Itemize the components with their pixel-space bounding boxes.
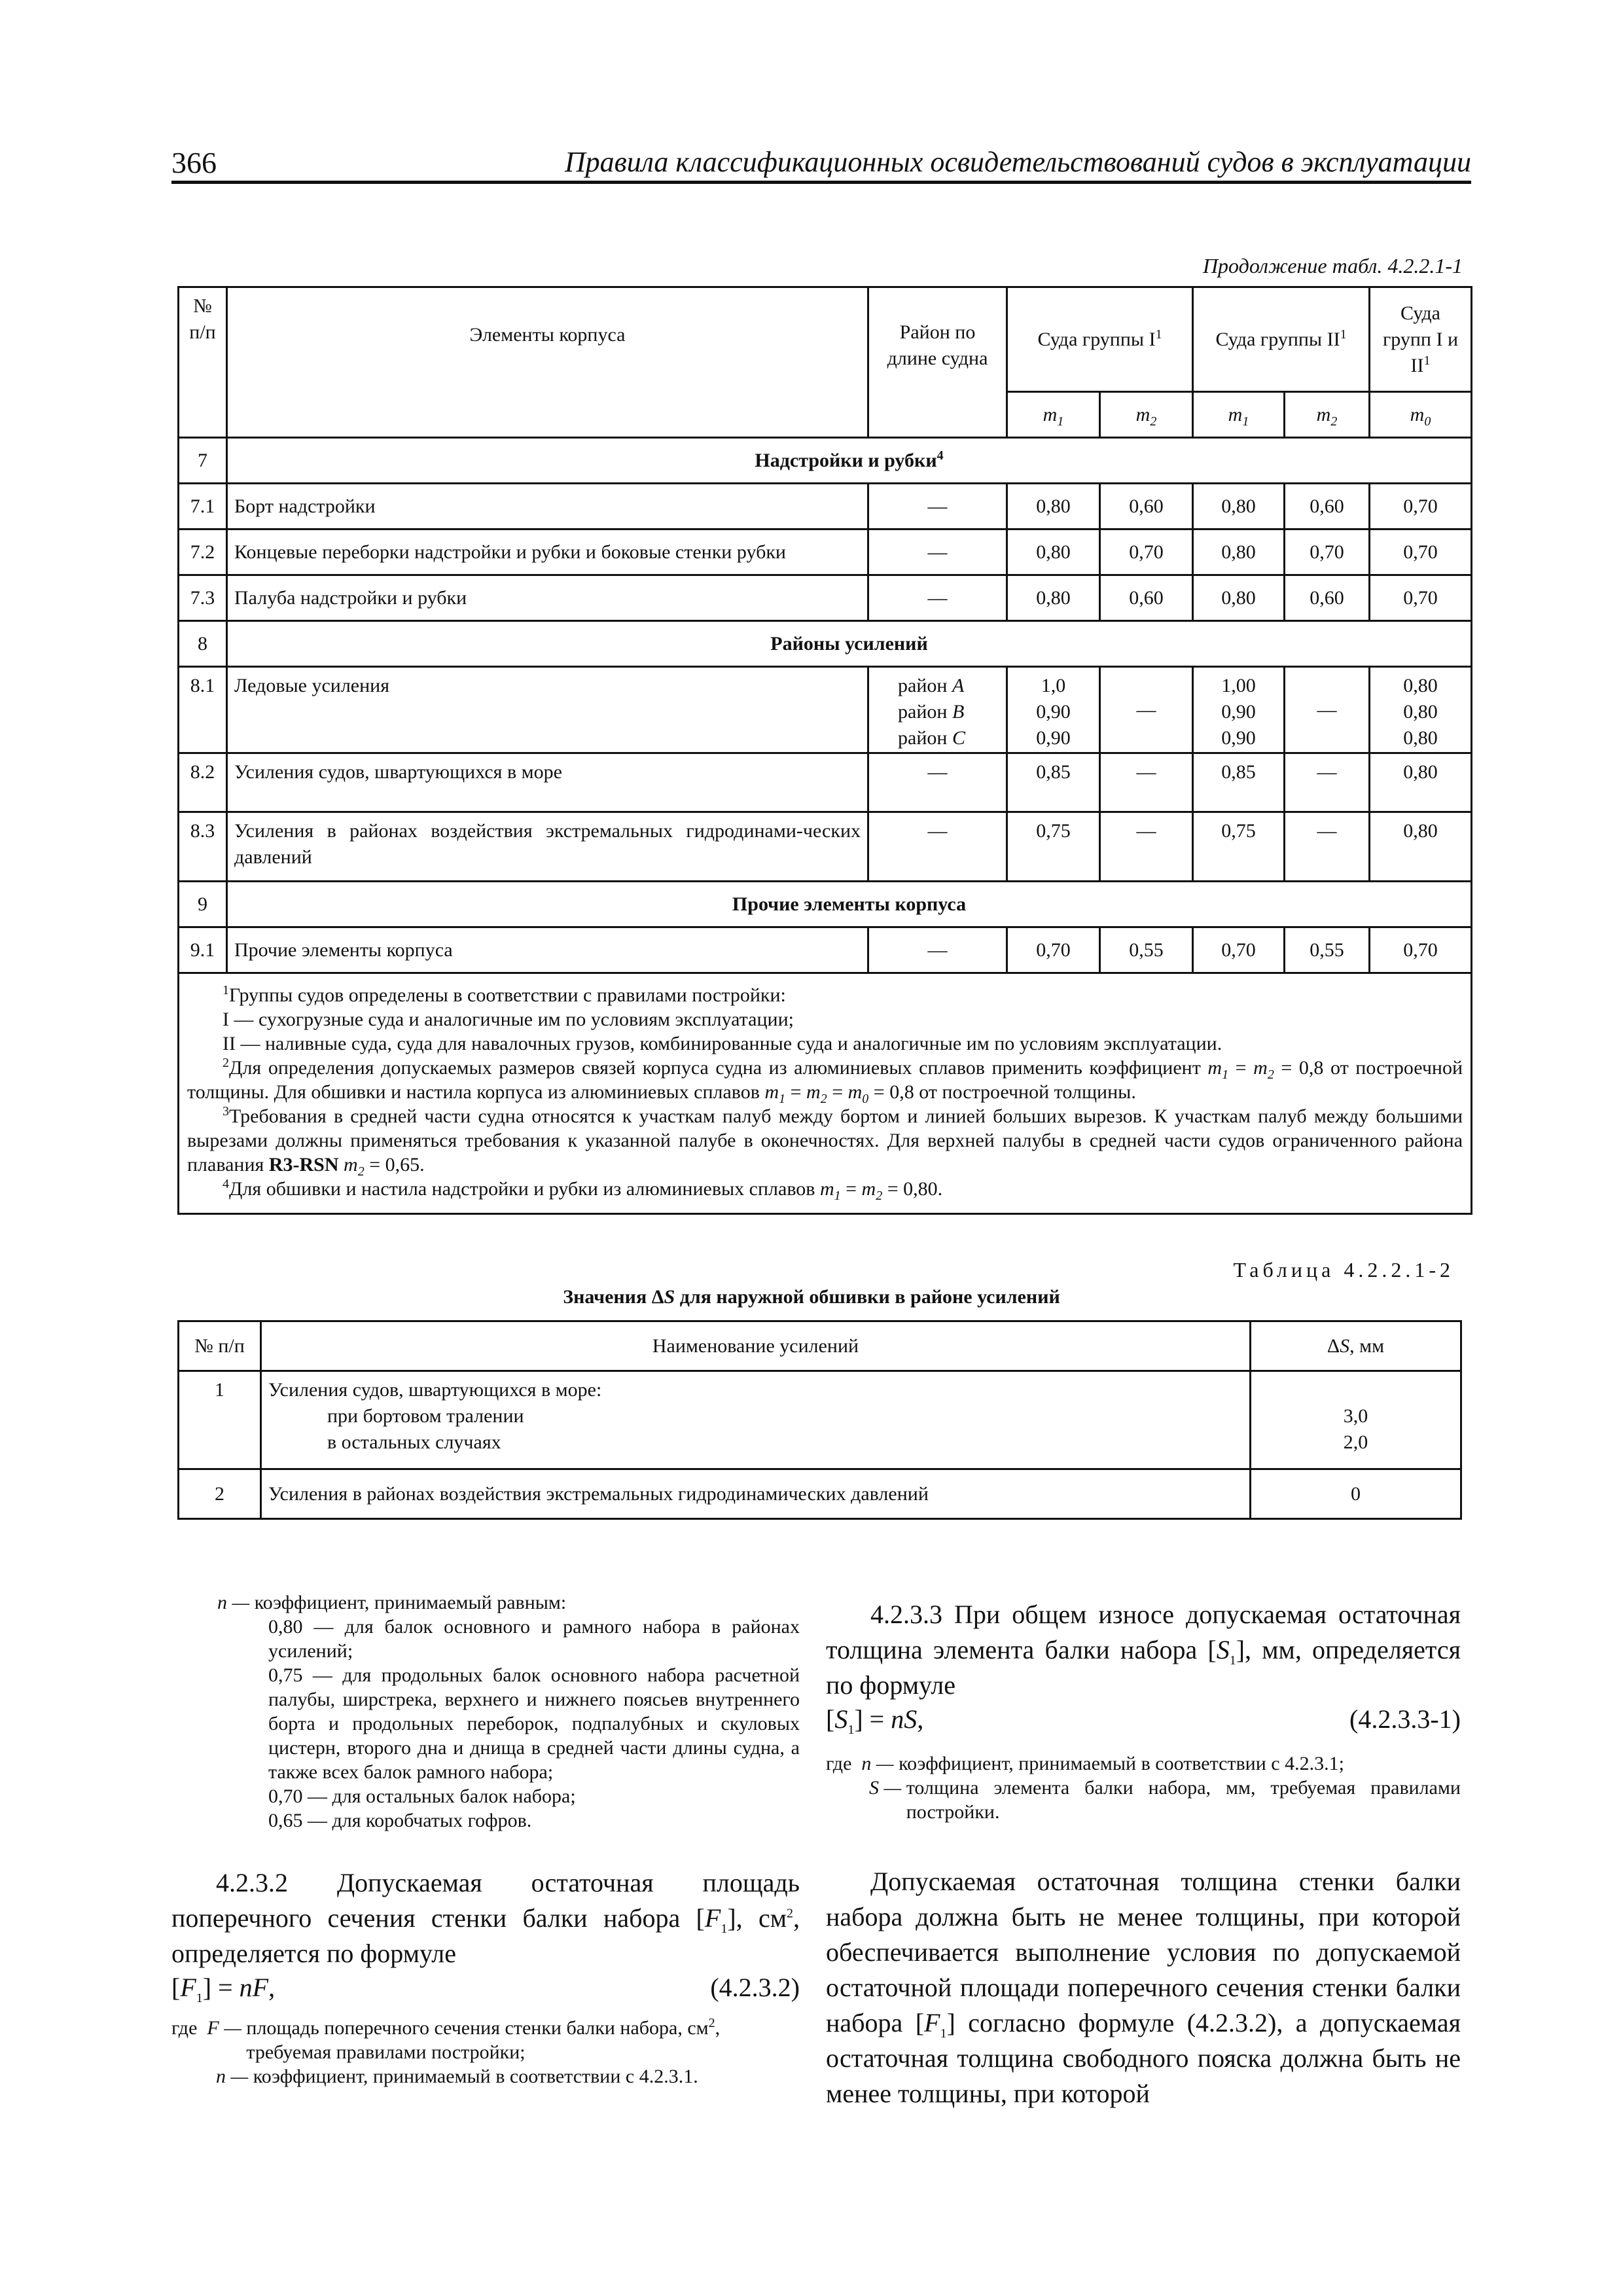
col-header-group2: Суда группы $II^1$ xyxy=(1193,287,1370,392)
row-region: — xyxy=(868,812,1007,882)
region-a: район A xyxy=(898,675,965,696)
row-no: 8.1 xyxy=(179,667,227,753)
paragraph-4-2-3-3: 4.2.3.3 При общем износе допускаемая остаточная толщина элемента балки набора $[S_1]$, мм, определяется по формуле xyxy=(826,1600,1461,1700)
cell-m1-g1: 0,70 xyxy=(1007,927,1100,973)
row-name: Прочие элементы корпуса xyxy=(227,927,868,973)
running-title: Правила классификационных освидетельствований судов в эксплуатации xyxy=(564,146,1471,178)
col-header-region: Район по длине судна xyxy=(868,287,1007,438)
col-header-elements: Элементы корпуса xyxy=(227,287,868,438)
cell-m1-g1: 0,80 xyxy=(1007,484,1100,529)
formula-legend-left xyxy=(171,2016,800,2089)
table-row xyxy=(179,927,1472,973)
col-header-m1-g2: $m_1$ xyxy=(1193,392,1285,438)
cell-m2-g1: 0,60 xyxy=(1100,575,1193,621)
row-name: Ледовые усиления xyxy=(227,667,868,753)
row-name: Концевые переборки надстройки и рубки и боковые стенки рубки xyxy=(227,529,868,575)
cell-m1-g2: 0,70 xyxy=(1193,927,1285,973)
table-row xyxy=(179,575,1472,621)
table-notes-row xyxy=(179,973,1472,1214)
row-no: 1 xyxy=(179,1371,261,1469)
cell-m1-g2: 0,85 xyxy=(1193,753,1285,812)
section-title: Районы усилений xyxy=(227,621,1472,667)
cell-m2-g2: — xyxy=(1285,667,1370,753)
row-region: — xyxy=(868,484,1007,529)
table-continuation-label: Продолжение табл. 4.2.2.1-1 xyxy=(1202,254,1463,278)
page-number: 366 xyxy=(171,146,217,179)
cell-m2-g1: — xyxy=(1100,753,1193,812)
cell-m2-g2: — xyxy=(1285,753,1370,812)
row-name: Борт надстройки xyxy=(227,484,868,529)
row-values: 3,0 2,0 xyxy=(1251,1371,1461,1469)
row-region: — xyxy=(868,753,1007,812)
cell-m0: 0,80 xyxy=(1370,812,1472,882)
cell-m2-g2: 0,60 xyxy=(1285,575,1370,621)
row-region: — xyxy=(868,575,1007,621)
row-no: 2 xyxy=(179,1469,261,1519)
cell-m0: 0,70 xyxy=(1370,484,1472,529)
cell-m1-g1: 0,80 xyxy=(1007,529,1100,575)
region-b: район B xyxy=(898,701,965,723)
note-1b: II — наливные суда, суда для навалочных грузов, комбинированные суда и аналогичные им по условиям эксплуатации. xyxy=(223,1033,1222,1054)
note-1a: I — сухогрузные суда и аналогичные им по условиям эксплуатации; xyxy=(223,1009,794,1030)
t2-col-ds: ΔS, мм xyxy=(1251,1321,1461,1371)
row-region-list xyxy=(868,667,1007,753)
t2-col-no: № п/п xyxy=(179,1321,261,1371)
row-name: Усиления судов, швартующихся в море: при бортовом тралении в остальных случаях xyxy=(261,1371,1251,1469)
col-header-m2-g2: $m_2$ xyxy=(1285,392,1370,438)
formula-number: (4.2.3.3-1) xyxy=(1349,1704,1461,1734)
note-2: $^2$Для определения допускаемых размеров связей корпуса судна из алюминиевых сплавов применить коэффициент $m_1 = m_2 = 0,8$ от построечной толщины. Для обшивки и настила корпуса из алюминиевых сплавов $m_1 = m_2 = m_0 = 0,8$ от построечной толщины. xyxy=(187,1056,1463,1106)
cell-m2-g1: 0,55 xyxy=(1100,927,1193,973)
cell-m1-g1: 1,0 0,90 0,90 xyxy=(1007,667,1100,753)
row-region: — xyxy=(868,529,1007,575)
cell-m2-g2: 0,60 xyxy=(1285,484,1370,529)
formula-4-2-3-3-1 xyxy=(826,1702,1461,1737)
cell-m1-g1: 0,85 xyxy=(1007,753,1100,812)
t2-col-name: Наименование усилений xyxy=(261,1321,1251,1371)
formula-expression: $[S_1]$ = nS, xyxy=(826,1704,924,1737)
n-coefficient-list xyxy=(171,1590,800,1833)
section-no: 7 xyxy=(179,438,227,484)
formula-number: (4.2.3.2) xyxy=(710,1973,800,2002)
col-header-m1-g1: $m_1$ xyxy=(1007,392,1100,438)
section-title: Прочие элементы корпуса xyxy=(227,882,1472,927)
legend-S: S — толщина элемента балки набора, мм, требуемая правилами постройки. xyxy=(869,1777,1461,1823)
cell-m1-g1: 0,75 xyxy=(1007,812,1100,882)
table-row xyxy=(179,667,1472,753)
table-section-row xyxy=(179,621,1472,667)
paragraph-residual-thickness: Допускаемая остаточная толщина стенки балки набора должна быть не менее толщины, при которой обеспечивается выполнение условия по допускаемой остаточной площади поперечного сечения стенки балки набора $[F_1]$ согласно формуле (4.2.3.2), а допускаемая остаточная толщина свободного пояска должна быть не менее толщины, при которой xyxy=(826,1867,1461,2108)
legend-n: n — коэффициент, принимаемый в соответствии с 4.2.3.1. xyxy=(216,2066,698,2087)
region-c: район C xyxy=(898,727,965,749)
cell-m1-g2: 0,80 xyxy=(1193,529,1285,575)
hull-elements-table xyxy=(177,286,1472,1215)
row-name: Усиления судов, швартующихся в море xyxy=(227,753,868,812)
col-header-group1: Суда группы $I^1$ xyxy=(1007,287,1193,392)
table-row xyxy=(179,484,1472,529)
cell-m2-g1: — xyxy=(1100,667,1193,753)
cell-m2-g2: 0,55 xyxy=(1285,927,1370,973)
legend-F: где F — площадь поперечного сечения стенки балки набора, $см^2$, требуемая правилами постройки; xyxy=(171,2016,721,2063)
note-3: $^3$Требования в средней части судна относятся к участкам палуб между бортом и линией больших вырезов. К участкам палуб между большими вырезами должны применяться требования к указанной палубе в оконечностях. Для верхней палубы в средней части судов ограниченного района плавания R3-RSN $m_2 = 0,65$. xyxy=(187,1104,1463,1179)
cell-m1-g2: 1,00 0,90 0,90 xyxy=(1193,667,1285,753)
paragraph-4-2-3-2: 4.2.3.2 Допускаемая остаточная площадь поперечного сечения стенки балки набора $[F_1]$, $см^2$, определяется по формуле xyxy=(171,1868,800,1968)
row-no: 7.1 xyxy=(179,484,227,529)
note-1: $^1$Группы судов определены в соответствии с правилами постройки: xyxy=(223,983,786,1006)
table-section-row xyxy=(179,882,1472,927)
cell-m1-g2: 0,80 xyxy=(1193,484,1285,529)
section-title: Надстройки и рубки$^4$ xyxy=(227,438,1472,484)
cell-m1-g2: 0,75 xyxy=(1193,812,1285,882)
reinforcement-table xyxy=(177,1320,1462,1520)
cell-m2-g1: 0,60 xyxy=(1100,484,1193,529)
row-value: 0 xyxy=(1251,1469,1461,1519)
row-name: Палуба надстройки и рубки xyxy=(227,575,868,621)
table-row xyxy=(179,1371,1461,1469)
table-section-row xyxy=(179,438,1472,484)
formula-4-2-3-2 xyxy=(171,1970,800,2005)
note-4: $^4$Для обшивки и настила надстройки и рубки из алюминиевых сплавов $m_1 = m_2 = 0,80$. xyxy=(223,1177,943,1203)
col-header-group12: Суда групп I и $II^1$ xyxy=(1370,287,1472,392)
row-name: Усиления в районах воздействия экстремальных гидродинами-ческих давлений xyxy=(227,812,868,882)
row-no: 7.2 xyxy=(179,529,227,575)
section-no: 8 xyxy=(179,621,227,667)
cell-m1-g1: 0,80 xyxy=(1007,575,1100,621)
cell-m0: 0,80 xyxy=(1370,753,1472,812)
col-header-m2-g1: $m_2$ xyxy=(1100,392,1193,438)
legend-n: где n — коэффициент, принимаемый в соответствии с 4.2.3.1; xyxy=(826,1753,1344,1774)
cell-m2-g2: — xyxy=(1285,812,1370,882)
formula-expression: $[F_1]$ = nF, xyxy=(171,1973,276,2005)
formula-legend-right xyxy=(826,1751,1461,1824)
cell-m2-g1: — xyxy=(1100,812,1193,882)
cell-m0: 0,80 0,80 0,80 xyxy=(1370,667,1472,753)
table2-title: Значения ΔS для наружной обшивки в районе усилений xyxy=(563,1286,1060,1308)
row-no: 8.3 xyxy=(179,812,227,882)
cell-m1-g2: 0,80 xyxy=(1193,575,1285,621)
section-no: 9 xyxy=(179,882,227,927)
table2-caption: Таблица 4.2.2.1-2 xyxy=(1233,1258,1454,1282)
table-notes xyxy=(179,973,1472,1214)
header-rule xyxy=(171,181,1471,184)
row-no: 8.2 xyxy=(179,753,227,812)
cell-m2-g2: 0,70 xyxy=(1285,529,1370,575)
table-row xyxy=(179,1469,1461,1519)
n-definition: n — коэффициент, принимаемый равным: xyxy=(217,1592,567,1613)
row-no: 9.1 xyxy=(179,927,227,973)
col-header-m0: $m_0$ xyxy=(1370,392,1472,438)
table-row xyxy=(179,529,1472,575)
table-row xyxy=(179,753,1472,812)
col-header-no: № п/п xyxy=(179,287,227,438)
row-name: Усиления в районах воздействия экстремальных гидродинамических давлений xyxy=(261,1469,1251,1519)
table-row xyxy=(179,812,1472,882)
cell-m0: 0,70 xyxy=(1370,575,1472,621)
cell-m0: 0,70 xyxy=(1370,529,1472,575)
cell-m0: 0,70 xyxy=(1370,927,1472,973)
row-no: 7.3 xyxy=(179,575,227,621)
row-region: — xyxy=(868,927,1007,973)
cell-m2-g1: 0,70 xyxy=(1100,529,1193,575)
n-values: 0,80 — для балок основного и рамного набора в районах усилений; 0,75 — для продольных балок основного набора расчетной палубы, ширстрека, верхнего и нижнего поясьев внутреннего борта и продольных переборок, подпалубных и скуловых цистерн, второго дна и днища в средней части длины судна, а также всех балок рамного набора; 0,70 — для остальных балок набора; 0,65 — для коробчатых гофров. xyxy=(268,1616,800,1831)
